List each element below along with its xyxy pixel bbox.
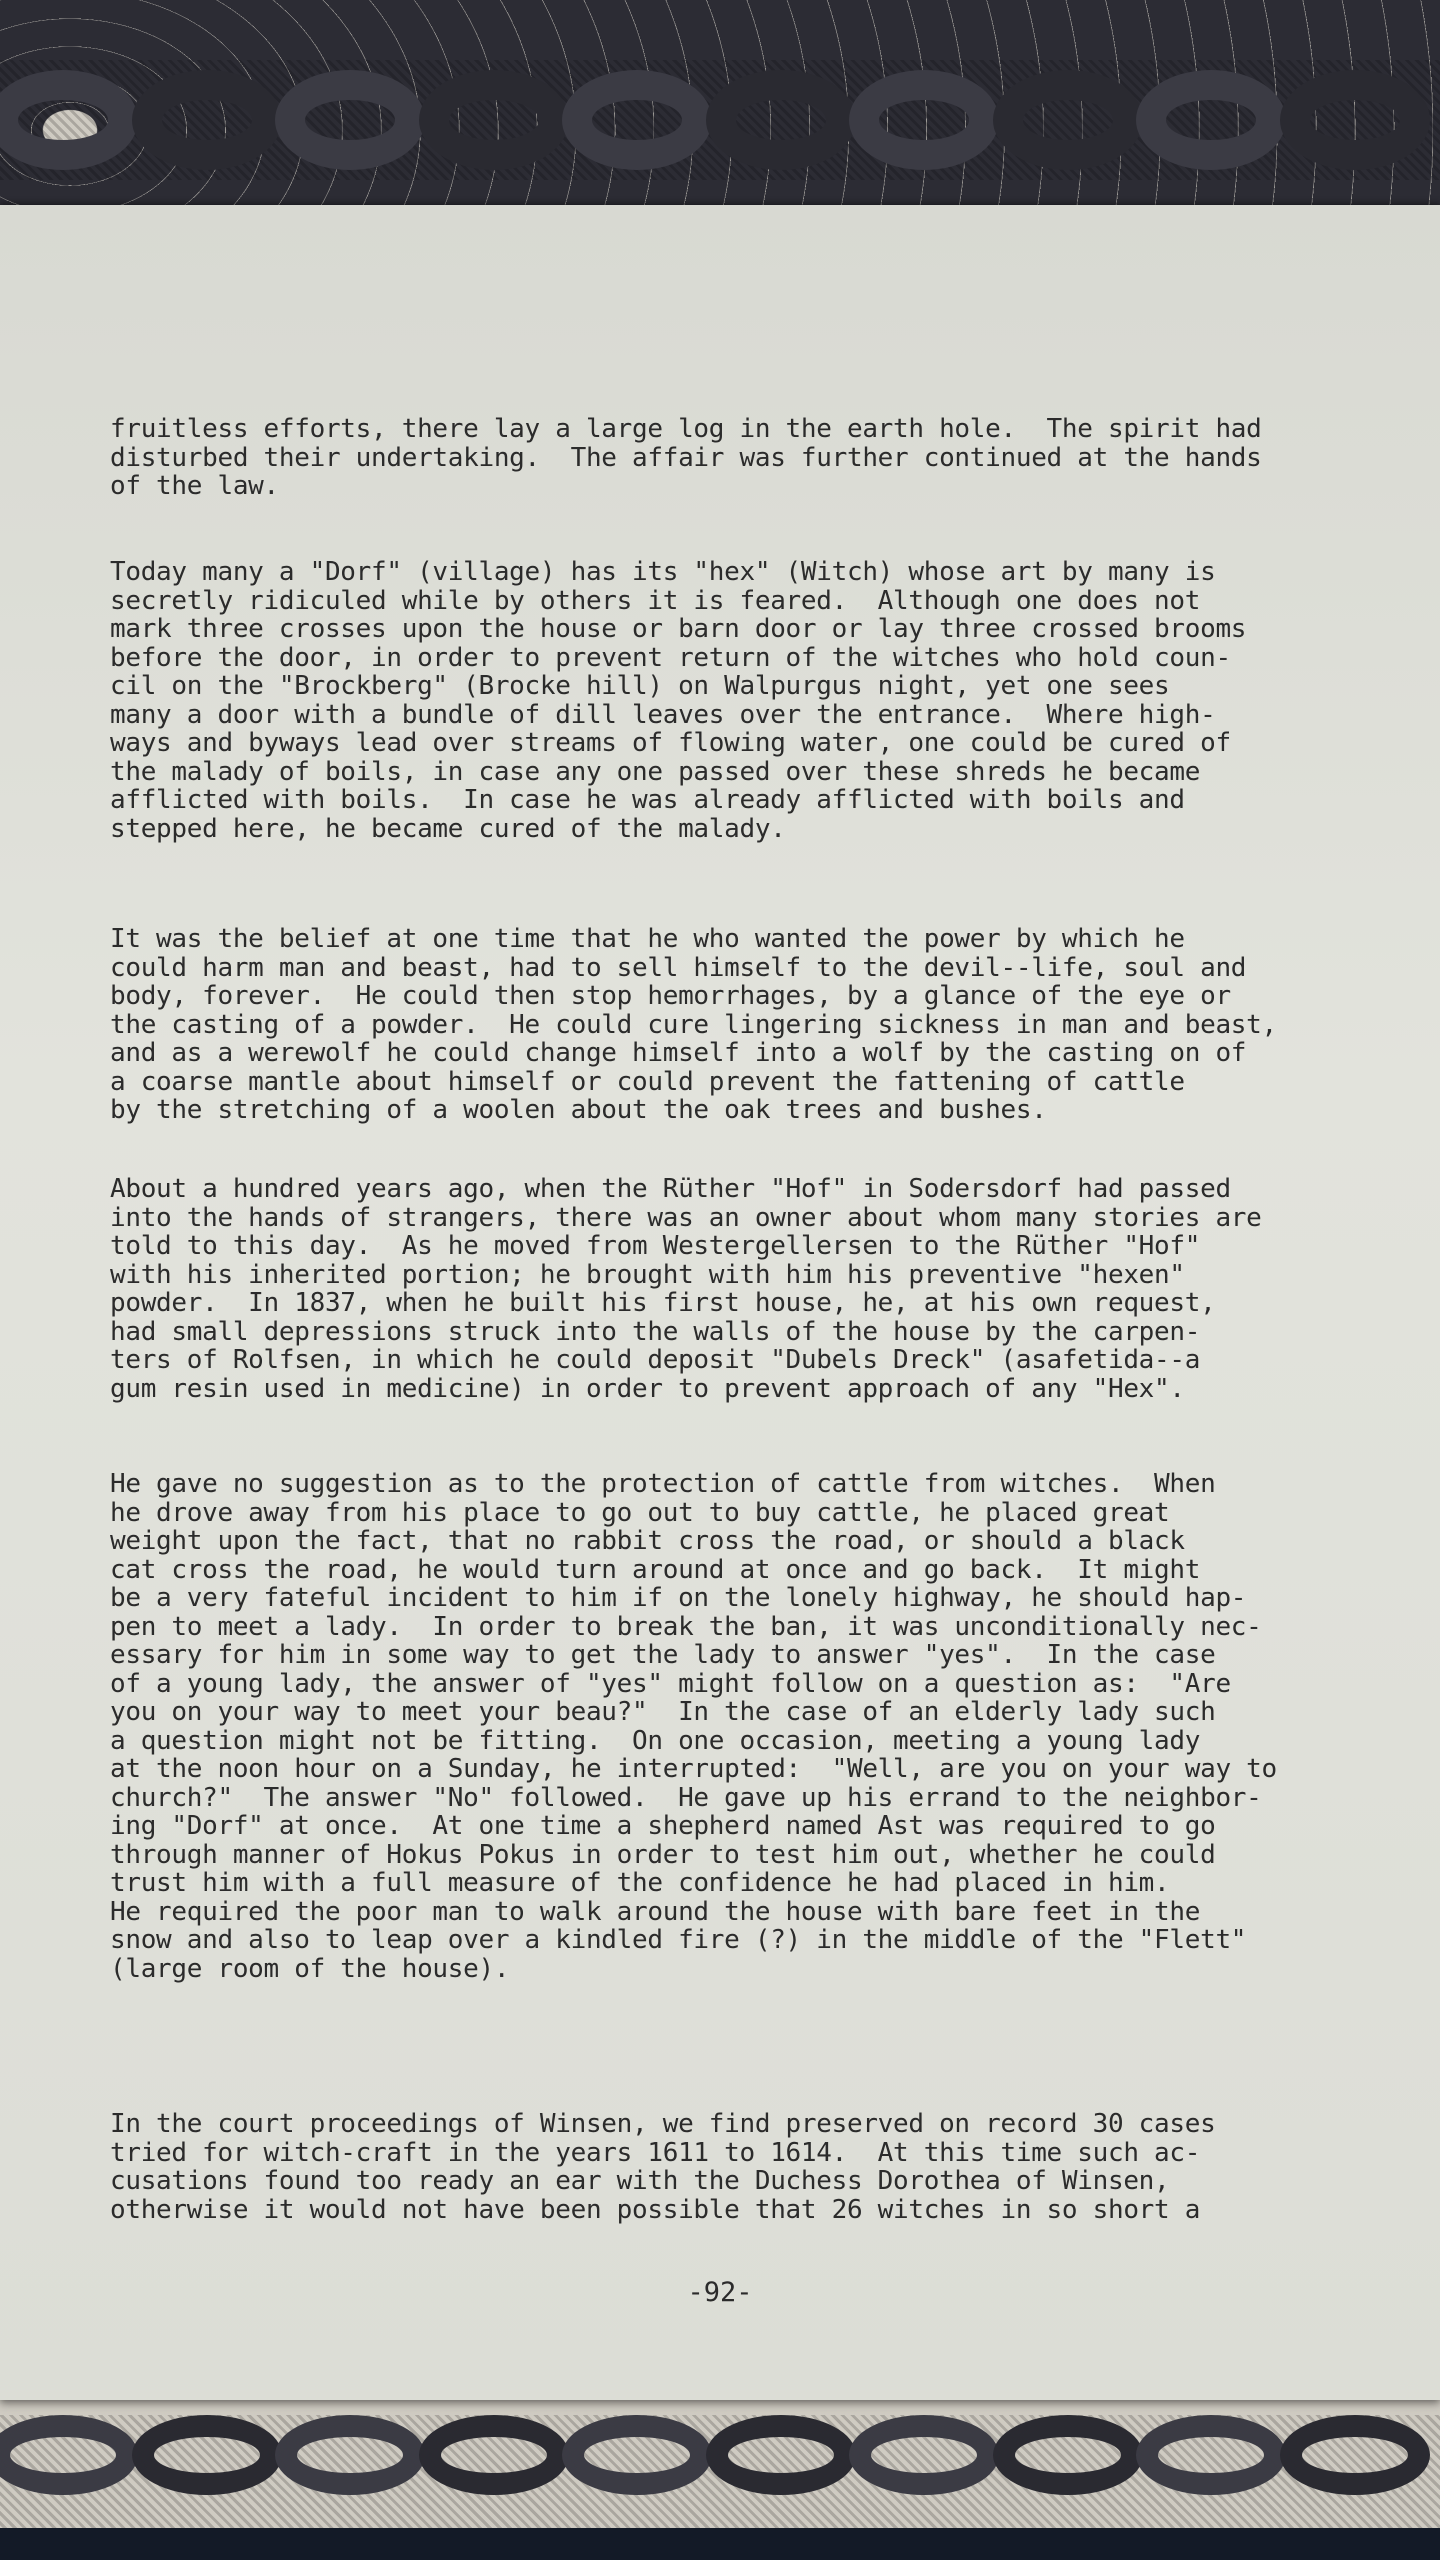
chain-link xyxy=(132,2415,282,2495)
chain-link xyxy=(419,2415,569,2495)
woven-chain-pattern xyxy=(0,2415,1440,2495)
woven-border-top xyxy=(0,0,1440,230)
text-line: ing "Dorf" at once. At one time a shepherd named Ast was required to go xyxy=(110,1811,1216,1841)
text-line: a coarse mantle about himself or could prevent the fattening of cattle xyxy=(110,1066,1185,1097)
text-line: disturbed their undertaking. The affair was further continued at the hands xyxy=(110,442,1262,473)
text-line: cat cross the road, he would turn around at once and go back. It might xyxy=(110,1554,1201,1585)
dark-background-strip xyxy=(0,2528,1440,2560)
text-line: essary for him in some way to get the lady to answer "yes". In the case xyxy=(110,1640,1216,1670)
text-line: Today many a "Dorf" (village) has its "hex" (Witch) whose art by many is xyxy=(110,557,1216,587)
paragraph xyxy=(110,558,1380,843)
chain-link xyxy=(1136,70,1286,170)
paragraph xyxy=(110,925,1380,1125)
text-line: the casting of a powder. He could cure lingering sickness in man and beast, xyxy=(110,1009,1277,1040)
text-line: body, forever. He could then stop hemorrhages, by a glance of the eye or xyxy=(110,981,1231,1011)
text-line: ters of Rolfsen, in which he could deposit "Dubels Dreck" (asafetida--a xyxy=(110,1345,1201,1375)
text-line: before the door, in order to prevent return of the witches who hold coun- xyxy=(110,642,1231,673)
text-line: church?" The answer "No" followed. He gave up his errand to the neighbor- xyxy=(110,1782,1262,1813)
chain-link xyxy=(275,70,425,170)
chain-link xyxy=(1280,70,1430,170)
chain-link xyxy=(706,2415,856,2495)
text-line: fruitless efforts, there lay a large log in the earth hole. The spirit had xyxy=(110,414,1262,444)
text-line: snow and also to leap over a kindled fire (?) in the middle of the "Flett" xyxy=(110,1925,1247,1955)
text-line: mark three crosses upon the house or barn door or lay three crossed brooms xyxy=(110,614,1247,644)
chain-link xyxy=(0,2415,138,2495)
text-line: afflicted with boils. In case he was already afflicted with boils and xyxy=(110,785,1185,815)
chain-link xyxy=(0,70,138,170)
text-line: cil on the "Brockberg" (Brocke hill) on Walpurgus night, yet one sees xyxy=(110,671,1170,701)
text-line: He required the poor man to walk around the house with bare feet in the xyxy=(110,1896,1201,1927)
text-line: powder. In 1837, when he built his first house, he, at his own request, xyxy=(110,1288,1216,1318)
text-line: secretly ridiculed while by others it is feared. Although one does not xyxy=(110,585,1201,616)
paragraph xyxy=(110,1175,1380,1403)
chain-link xyxy=(706,70,856,170)
text-line: a question might not be fitting. On one occasion, meeting a young lady xyxy=(110,1725,1201,1756)
chain-link xyxy=(562,2415,712,2495)
chain-link xyxy=(1280,2415,1430,2495)
woven-chain-pattern xyxy=(0,70,1440,170)
text-line: had small depressions struck into the walls of the house by the carpen- xyxy=(110,1316,1201,1347)
text-line: at the noon hour on a Sunday, he interrupted: "Well, are you on your way to xyxy=(110,1754,1277,1784)
text-line: cusations found too ready an ear with the Duchess Dorothea of Winsen, xyxy=(110,2166,1170,2196)
paragraph xyxy=(110,415,1380,501)
text-line: you on your way to meet your beau?" In the case of an elderly lady such xyxy=(110,1697,1216,1727)
text-line: of a young lady, the answer of "yes" might follow on a question as: "Are xyxy=(110,1668,1231,1699)
text-line: weight upon the fact, that no rabbit cross the road, or should a black xyxy=(110,1526,1185,1556)
chain-link xyxy=(132,70,282,170)
text-line: he drove away from his place to go out to buy cattle, he placed great xyxy=(110,1497,1170,1528)
chain-link xyxy=(849,70,999,170)
typewritten-page xyxy=(0,205,1440,2400)
text-line: gum resin used in medicine) in order to prevent approach of any "Hex". xyxy=(110,1373,1185,1404)
paragraph xyxy=(110,2110,1380,2224)
chain-link xyxy=(849,2415,999,2495)
chain-link xyxy=(993,2415,1143,2495)
text-line: otherwise it would not have been possible that 26 witches in so short a xyxy=(110,2194,1201,2225)
text-line: trust him with a full measure of the confidence he had placed in him. xyxy=(110,1868,1170,1898)
text-line: into the hands of strangers, there was an owner about whom many stories are xyxy=(110,1202,1262,1233)
text-line: (large room of the house). xyxy=(110,1953,510,1984)
text-line: and as a werewolf he could change himself into a wolf by the casting on of xyxy=(110,1038,1247,1068)
chain-link xyxy=(419,70,569,170)
text-line: ways and byways lead over streams of flowing water, one could be cured of xyxy=(110,728,1231,758)
chain-link xyxy=(275,2415,425,2495)
text-line: by the stretching of a woolen about the oak trees and bushes. xyxy=(110,1095,1047,1125)
text-line: with his inherited portion; he brought with him his preventive "hexen" xyxy=(110,1259,1185,1290)
text-line: He gave no suggestion as to the protection of cattle from witches. When xyxy=(110,1469,1216,1499)
text-line: told to this day. As he moved from Westergellersen to the Rüther "Hof" xyxy=(110,1231,1201,1261)
text-line: be a very fateful incident to him if on the lonely highway, he should hap- xyxy=(110,1583,1247,1613)
text-line: of the law. xyxy=(110,471,279,501)
text-line: through manner of Hokus Pokus in order to test him out, whether he could xyxy=(110,1839,1216,1870)
text-line: stepped here, he became cured of the malady. xyxy=(110,813,786,844)
chain-link xyxy=(1136,2415,1286,2495)
page-number: -92- xyxy=(687,2277,753,2308)
text-line: About a hundred years ago, when the Rüther "Hof" in Sodersdorf had passed xyxy=(110,1174,1231,1204)
paragraph xyxy=(110,1470,1380,1983)
text-line: the malady of boils, in case any one passed over these shreds he became xyxy=(110,756,1201,787)
chain-link xyxy=(562,70,712,170)
text-line: pen to meet a lady. In order to break the ban, it was unconditionally nec- xyxy=(110,1611,1262,1642)
text-line: It was the belief at one time that he who wanted the power by which he xyxy=(110,924,1185,954)
text-line: many a door with a bundle of dill leaves over the entrance. Where high- xyxy=(110,699,1216,730)
text-line: tried for witch-craft in the years 1611 to 1614. At this time such ac- xyxy=(110,2137,1201,2168)
text-line: In the court proceedings of Winsen, we find preserved on record 30 cases xyxy=(110,2109,1216,2139)
chain-link xyxy=(993,70,1143,170)
text-line: could harm man and beast, had to sell himself to the devil--life, soul and xyxy=(110,952,1247,983)
